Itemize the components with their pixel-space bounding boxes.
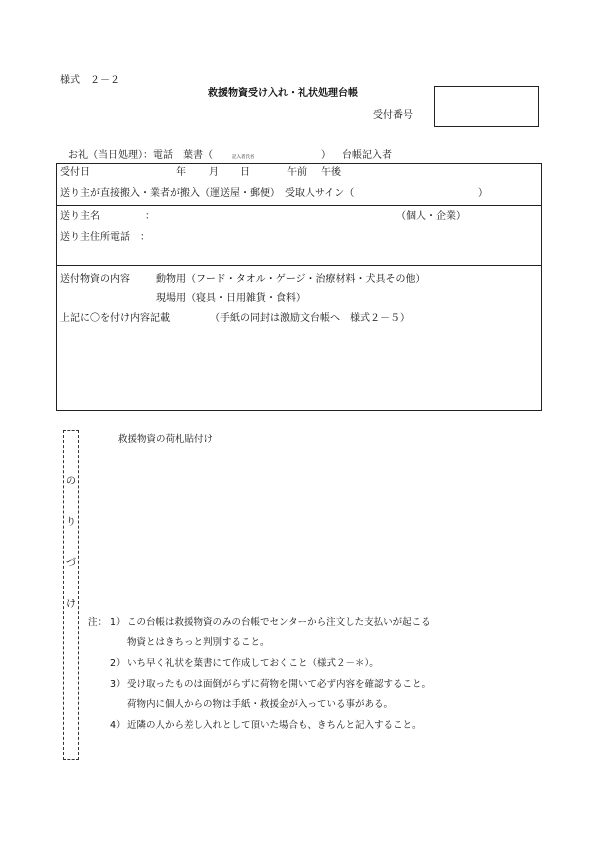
notes-prefix: 注：	[88, 617, 108, 628]
year-label: 年	[176, 167, 186, 178]
sender-name-label: 送り主名	[60, 211, 100, 222]
sender-name-colon: ：	[145, 211, 155, 222]
paste-char-2: り	[66, 517, 76, 528]
animal-use-items: 動物用（フード・タオル・ゲージ・治療材料・犬具その他）	[156, 274, 426, 285]
page-title: 救援物資受け入れ・礼状処理台帳	[208, 88, 358, 99]
note-4-number: 4）	[110, 720, 126, 731]
reception-number-box[interactable]	[434, 86, 539, 127]
note-1-line-2: 物資とはきちっと判別すること。	[127, 637, 270, 648]
letter-note: （手紙の同封は激励文台帳へ 様式２－５）	[210, 313, 410, 324]
table-divider-2	[56, 265, 542, 266]
receiver-sign-close: ）	[478, 188, 488, 199]
ledger-entry-label: 台帳記入者	[342, 150, 392, 161]
sender-type-label: （個人・企業）	[396, 211, 466, 222]
reception-number-label: 受付番号	[373, 110, 413, 121]
recorder-name-small: 記入者氏名	[232, 155, 255, 160]
note-4-line-1: 近隣の人から差し入れとして頂いた場合も、きちんと記入すること。	[127, 720, 422, 731]
delivery-method-text: 送り主が直接搬入・業者が搬入（運送屋・郵便） 受取人サイン（	[60, 188, 355, 199]
am-label: 午前	[287, 167, 307, 178]
circle-instruction: 上記に〇を付け内容記載	[60, 313, 170, 324]
note-2-line-1: いち早く礼状を葉書にて作成しておくこと（様式２－＊）。	[127, 658, 379, 669]
form-number: 様式 ２－２	[60, 75, 120, 86]
note-3-line-1: 受け取ったものは面倒がらずに荷物を開いて必ず内容を確認すること。	[127, 679, 432, 690]
note-3-number: 3）	[110, 679, 126, 690]
thanks-close-paren: ）	[321, 150, 331, 161]
paste-char-3: づ	[66, 558, 76, 569]
note-3-line-2: 荷物内に個人からの物は手紙・救援金が入っている事がある。	[127, 699, 394, 710]
note-2-number: 2）	[110, 658, 126, 669]
note-1-number: 1）	[110, 617, 126, 628]
note-1-line-1: この台帳は救援物資のみの台帳でセンターから注文した支払いが起こる	[127, 617, 431, 628]
day-label: 日	[240, 167, 250, 178]
reception-date-label: 受付日	[60, 167, 90, 178]
paste-char-1: の	[66, 476, 76, 487]
table-divider-1	[56, 205, 542, 206]
month-label: 月	[209, 167, 219, 178]
site-use-items: 現場用（寝具・日用雑貨・食料）	[156, 293, 306, 304]
paste-char-4: け	[66, 599, 76, 610]
paste-strip	[63, 430, 79, 760]
sender-address-label: 送り主住所電話 ：	[60, 232, 150, 243]
contents-label: 送付物資の内容	[60, 274, 130, 285]
paste-area-label: 救援物資の荷札貼付け	[118, 434, 214, 445]
thanks-processing-text: お礼（当日処理）：電話 葉書（	[68, 150, 213, 161]
pm-label: 午後	[321, 167, 341, 178]
ledger-table	[56, 163, 542, 411]
